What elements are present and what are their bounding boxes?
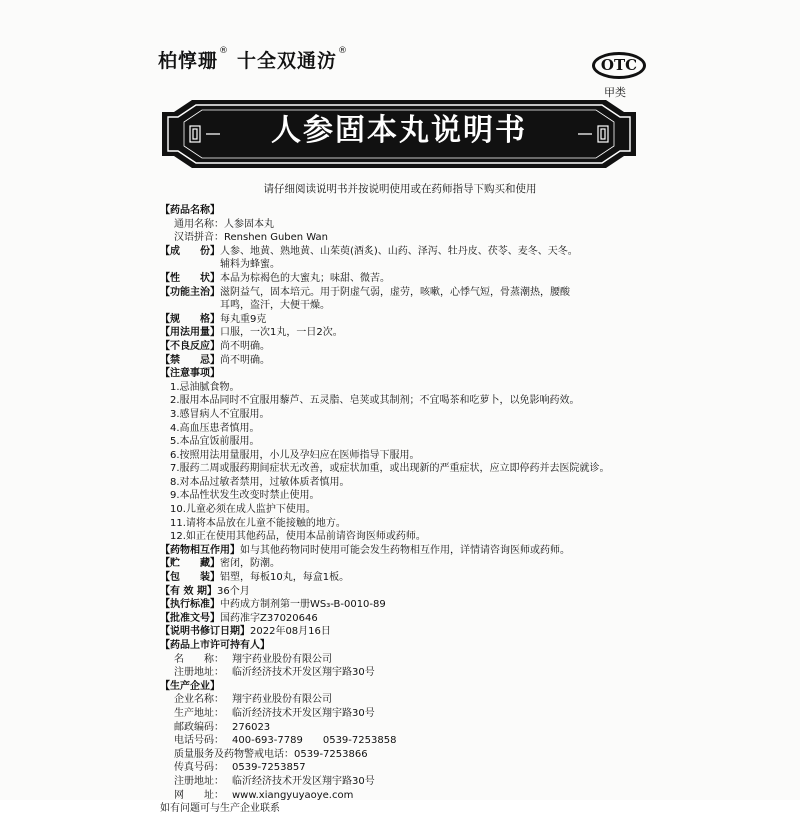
item-text: 感冒病人不宜服用。 <box>179 408 270 420</box>
item-number: 5. <box>170 436 180 448</box>
precaution-item <box>160 408 665 422</box>
spec-label: 【规 格】 <box>160 313 220 325</box>
field-label: 传真号码： <box>174 762 224 774</box>
indication-text: 滋阴益气，固本培元。用于阴虚气弱，虚劳，咳嗽，心悸气短，骨蒸潮热，腰酸 <box>220 286 570 298</box>
field-value: 0539-7253866 <box>294 748 368 760</box>
spec-text: 每丸重9克 <box>220 313 267 325</box>
holder-name-row <box>160 653 665 667</box>
pinyin-value: Renshen Guben Wan <box>224 232 329 244</box>
leaflet-body <box>160 204 665 816</box>
field-label: 生产地址： <box>174 707 224 719</box>
interaction-row <box>160 544 665 558</box>
registered-mark: ® <box>219 46 230 56</box>
contraindication-row <box>160 354 665 368</box>
field-value: 翔宇药业股份有限公司 <box>232 694 332 706</box>
brand-name: 柏惇珊 <box>158 50 219 72</box>
item-text: 如正在使用其他药品，使用本品前请咨询医师或药师。 <box>185 531 426 543</box>
generic-name-row <box>160 218 665 232</box>
field-value: 400-693-7789 0539-7253858 <box>232 735 397 747</box>
manufacturer-row <box>160 707 665 721</box>
item-text: 本品宜饭前服用。 <box>179 436 260 448</box>
item-number: 10. <box>170 504 186 516</box>
composition-label: 【成 份】 <box>160 245 220 257</box>
item-number: 1. <box>170 381 180 393</box>
precaution-item <box>160 422 665 436</box>
item-text: 按照用法用量服用，小儿及孕妇应在医师指导下服用。 <box>179 449 420 461</box>
indication-continued: 耳鸣，盗汗，大便干燥。 <box>220 300 330 312</box>
field-label: 邮政编码： <box>174 721 224 733</box>
adverse-row <box>160 340 665 354</box>
holder-header: 【药品上市许可持有人】 <box>160 640 270 651</box>
item-text: 对本品过敏者禁用，过敏体质者慎用。 <box>179 476 350 488</box>
field-value: 临沂经济技术开发区翔宇路30号 <box>232 775 375 787</box>
contraindication-text: 尚不明确。 <box>220 354 270 366</box>
title-banner <box>158 96 640 171</box>
spec-row <box>160 313 665 327</box>
item-text: 服药二周或服药期间症状无改善，或症状加重，或出现新的严重症状，应立即停药并去医院就诊。 <box>179 463 610 475</box>
contact-footer: 如有问题可与生产企业联系 <box>160 803 280 815</box>
manufacturer-row <box>160 721 665 735</box>
approval-text: 国药准字Z37020646 <box>220 612 318 624</box>
validity-text: 36个月 <box>216 585 250 597</box>
precaution-item <box>160 381 665 395</box>
interaction-label: 【药物相互作用】 <box>160 544 240 556</box>
precaution-item <box>160 476 665 490</box>
item-number: 4. <box>170 422 180 434</box>
item-text: 请将本品放在儿童不能接触的地方。 <box>185 517 346 529</box>
adverse-label: 【不良反应】 <box>160 340 220 352</box>
precautions-list <box>160 381 665 544</box>
composition-text: 人参、地黄、熟地黄、山茱萸(酒炙)、山药、泽泻、牡丹皮、茯苓、麦冬、天冬。 <box>220 245 578 257</box>
holder-address-value: 临沂经济技术开发区翔宇路30号 <box>232 667 375 679</box>
indication-label: 【功能主治】 <box>160 286 220 298</box>
item-number: 2. <box>170 395 180 407</box>
field-label: 注册地址： <box>174 775 224 787</box>
manufacturer-row <box>160 748 665 762</box>
revision-date-text: 2022年08月16日 <box>250 626 331 638</box>
validity-row <box>160 585 665 599</box>
precautions-header: 【注意事项】 <box>160 368 220 380</box>
field-label: 网 址： <box>174 789 224 801</box>
generic-name-label: 通用名称： <box>174 218 224 230</box>
registered-mark-2: ® <box>338 46 349 56</box>
character-row <box>160 272 665 286</box>
precaution-item <box>160 462 665 476</box>
pinyin-label: 汉语拼音： <box>174 232 224 244</box>
holder-name-label: 名 称： <box>174 653 224 665</box>
revision-date-row <box>160 625 665 639</box>
item-text: 忌油腻食物。 <box>179 381 240 393</box>
website-value: www.xiangyuyaoye.com <box>232 789 354 801</box>
field-value: 0539-7253857 <box>232 762 306 774</box>
standard-text: 中药成方制剂第一册WS₃-B-0010-89 <box>220 599 386 611</box>
manufacturer-header: 【生产企业】 <box>160 680 220 692</box>
package-row <box>160 571 665 585</box>
document-title: 人参固本丸说明书 <box>271 113 527 148</box>
holder-address-label: 注册地址： <box>174 667 224 679</box>
storage-text: 密闭，防潮。 <box>220 558 280 570</box>
precaution-item <box>160 530 665 544</box>
composition-row <box>160 245 665 259</box>
item-number: 3. <box>170 408 180 420</box>
approval-row <box>160 612 665 626</box>
item-number: 9. <box>170 490 180 502</box>
standard-label: 【执行标准】 <box>160 599 220 611</box>
pinyin-row <box>160 231 665 245</box>
item-number: 8. <box>170 476 180 488</box>
storage-label: 【贮 藏】 <box>160 558 220 570</box>
otc-class-label: 甲类 <box>604 86 626 99</box>
item-number: 6. <box>170 449 180 461</box>
manufacturer-row <box>160 693 665 707</box>
item-text: 儿童必须在成人监护下使用。 <box>185 504 316 516</box>
precaution-item <box>160 394 665 408</box>
manufacturer-row <box>160 775 665 789</box>
manufacturer-row <box>160 734 665 748</box>
item-number: 11. <box>170 517 186 529</box>
field-label: 电话号码： <box>174 735 224 747</box>
item-number: 7. <box>170 463 180 475</box>
manufacturer-row <box>160 789 665 803</box>
brand-subname: 十全双通汸 <box>237 50 338 72</box>
generic-name-value: 人参固本丸 <box>224 218 274 230</box>
usage-text: 口服，一次1丸，一日2次。 <box>220 327 343 339</box>
drug-name-header: 【药品名称】 <box>160 205 220 216</box>
precaution-item <box>160 489 665 503</box>
composition-excipient-row: 辅料为蜂蜜。 <box>220 259 280 271</box>
validity-label: 【有 效 期】 <box>160 585 217 597</box>
holder-name-value: 翔宇药业股份有限公司 <box>232 653 332 665</box>
package-label: 【包 装】 <box>160 572 220 584</box>
holder-address-row <box>160 666 665 680</box>
storage-row <box>160 557 665 571</box>
approval-label: 【批准文号】 <box>160 612 220 624</box>
otc-badge: OTC <box>592 52 646 79</box>
precaution-item <box>160 435 665 449</box>
brand-logo-text <box>158 46 348 73</box>
standard-row <box>160 598 665 612</box>
manufacturer-row <box>160 761 665 775</box>
item-text: 服用本品同时不宜服用藜芦、五灵脂、皂荚或其制剂；不宜喝茶和吃萝卜，以免影响药效。 <box>179 395 580 407</box>
reading-notice: 请仔细阅读说明书并按说明使用或在药师指导下购买和使用 <box>263 183 537 195</box>
item-number: 12. <box>170 531 186 543</box>
indication-row <box>160 286 665 300</box>
precaution-item <box>160 517 665 531</box>
item-text: 本品性状发生改变时禁止使用。 <box>179 490 320 502</box>
usage-row <box>160 326 665 340</box>
precaution-item <box>160 449 665 463</box>
usage-label: 【用法用量】 <box>160 327 220 339</box>
contraindication-label: 【禁 忌】 <box>160 354 220 366</box>
field-label: 质量服务及药物警戒电话： <box>174 748 294 760</box>
package-text: 铝塑，每板10丸，每盒1板。 <box>220 572 350 584</box>
field-value: 临沂经济技术开发区翔宇路30号 <box>232 707 375 719</box>
character-label: 【性 状】 <box>160 272 220 284</box>
item-text: 高血压患者慎用。 <box>179 422 260 434</box>
field-value: 276023 <box>232 721 271 733</box>
precaution-item <box>160 503 665 517</box>
character-text: 本品为棕褐色的大蜜丸；味甜、微苦。 <box>220 272 390 284</box>
field-label: 企业名称： <box>174 694 224 706</box>
interaction-text: 如与其他药物同时使用可能会发生药物相互作用，详情请咨询医师或药师。 <box>240 544 570 556</box>
revision-date-label: 【说明书修订日期】 <box>160 626 250 638</box>
adverse-text: 尚不明确。 <box>220 340 270 352</box>
